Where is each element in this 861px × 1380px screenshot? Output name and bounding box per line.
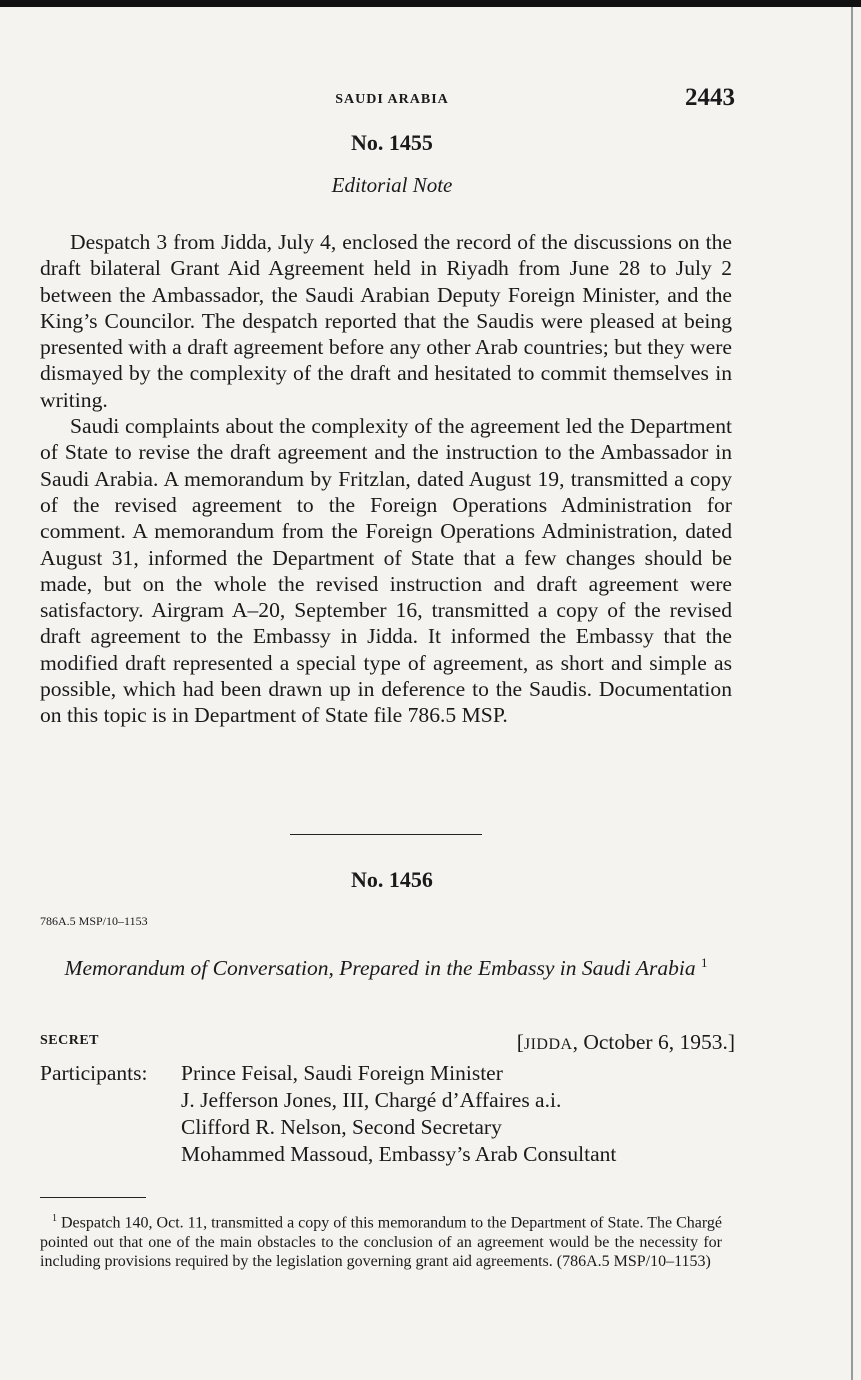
dateline-place: JIDDA: [523, 1036, 573, 1053]
file-reference: 786A.5 MSP/10–1153: [40, 914, 148, 928]
participant: Clifford R. Nelson, Second Secretary: [181, 1115, 502, 1139]
memo-title: [40, 949, 732, 982]
editorial-note-heading: Editorial Note: [331, 173, 453, 197]
participant: Prince Feisal, Saudi Foreign Minister: [181, 1061, 503, 1085]
participant: J. Jefferson Jones, III, Chargé d’Affaires a.i.: [181, 1088, 562, 1112]
page-number: 2443: [685, 84, 735, 111]
memo-title-text: Memorandum of Conversation, Prepared in the Embassy in Saudi Arabia: [64, 956, 696, 981]
editorial-note-body: [40, 229, 732, 729]
dateline: [517, 1030, 735, 1055]
section-divider: [290, 834, 482, 835]
footnote-mark: 1: [52, 1213, 57, 1224]
footnote-reference: 1: [700, 955, 708, 970]
paragraph: Saudi complaints about the complexity of the agreement led the Department of State to revise the draft agreement and the instruction to the Ambassador in Saudi Arabia. A memorandum by Fritzlan, dated August 19, transmitted a copy of the revised agreement to the Foreign Operations Administration for comment. A memorandum from the Foreign Operations Administration, dated August 31, informed the Department of State that a few changes should be made, but on the whole the revised instruction and draft agreement were satisfactory. Airgram A–20, September 16, transmitted a copy of the revised draft agreement to the Embassy in Jidda. It informed the Embassy that the modified draft represented a special type of agreement, as short and simple as possible, which had been drawn up in deference to the Saudis. Documentation on this topic is in Department of State file 786.5 MSP.: [40, 414, 732, 728]
footnote-rule: [40, 1197, 146, 1198]
dateline-date: , October 6, 1953.]: [572, 1030, 735, 1054]
paragraph: Despatch 3 from Jidda, July 4, enclosed the record of the discussions on the draft bilateral Grant Aid Agreement held in Riyadh from June 28 to July 2 between the Ambassador, the Saudi Arabian Deputy Foreign Minister, and the King’s Councilor. The despatch reported that the Saudis were pleased at being presented with a draft agreement before any other Arab countries; but they were dismayed by the complexity of the draft and hesitated to commit themselves in writing.: [40, 230, 732, 412]
running-head: SAUDI ARABIA: [335, 92, 449, 107]
footnote-paragraph: [40, 1209, 722, 1272]
footnote-text: Despatch 140, Oct. 11, transmitted a copy of this memorandum to the Department of State. The Chargé pointed out that one of the main obstacles to the conclusion of an agreement would be the necessity for including provisions required by the legislation governing grant aid agreements. (786A.5 MSP/10–1153): [40, 1214, 722, 1271]
document-number-1455: No. 1455: [351, 130, 433, 155]
participants-block: [40, 1060, 740, 1168]
participants-label: Participants:: [40, 1061, 148, 1085]
dateline-bracket: [: [516, 1030, 524, 1054]
classification-label: SECRET: [40, 1033, 100, 1048]
footnote: [40, 1209, 722, 1272]
participant: Mohammed Massoud, Embassy’s Arab Consultant: [181, 1142, 617, 1166]
document-number-1456: No. 1456: [351, 867, 433, 892]
